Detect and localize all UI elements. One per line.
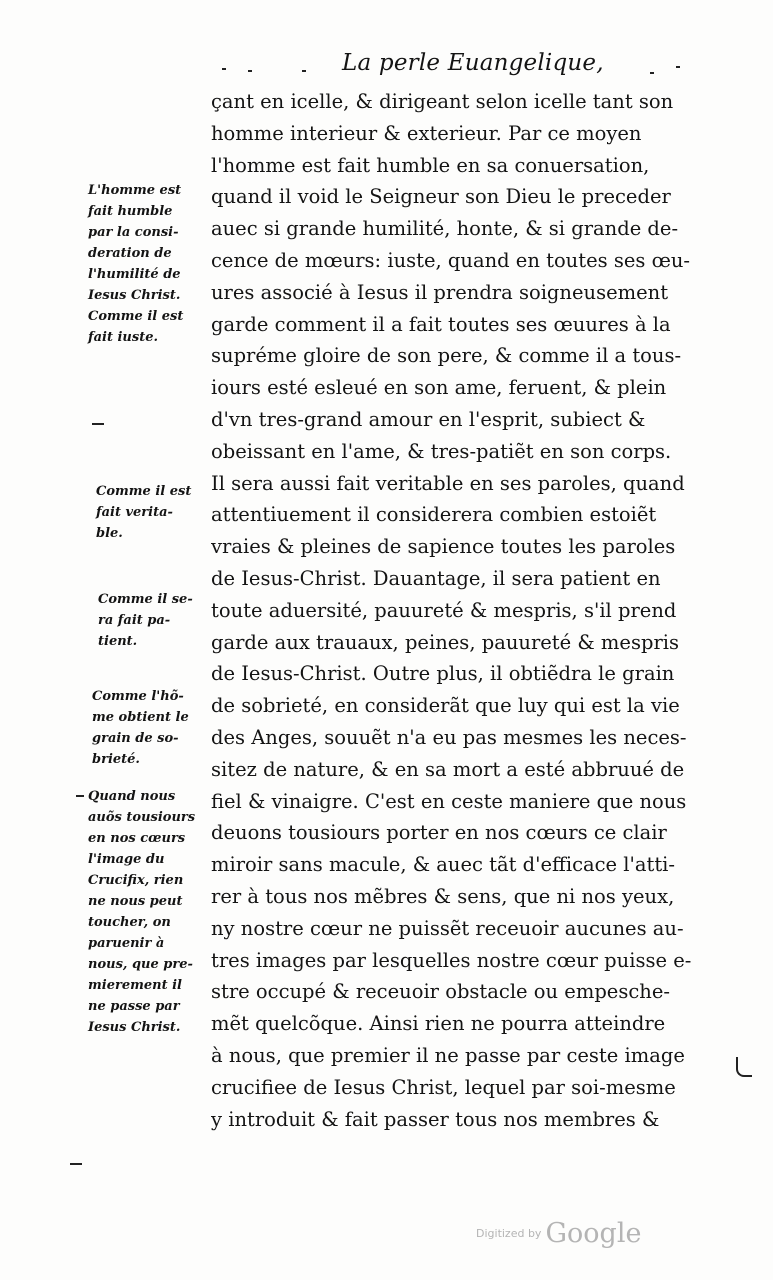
margin-note-line: Quand nous xyxy=(88,789,176,804)
text-line: supréme gloire de son pere, & comme il a tous- xyxy=(211,344,682,368)
text-line: ny nostre cœur ne puissẽt receuoir aucunes au- xyxy=(211,916,684,940)
text-line: d'vn tres-grand amour en l'esprit, subiect & xyxy=(211,407,646,431)
margin-bracket-mark xyxy=(736,1057,752,1077)
margin-note-line: en nos cœurs xyxy=(88,831,186,846)
ink-mark xyxy=(222,68,226,70)
text-line: garde comment il a fait toutes ses œuures à la xyxy=(211,312,671,336)
ink-mark xyxy=(676,66,680,68)
margin-note-line: fait verita- xyxy=(96,505,173,520)
text-line: toute aduersité, pauureté & mespris, s'il prend xyxy=(211,598,677,622)
text-line: de Iesus-Christ. Outre plus, il obtiẽdra le grain xyxy=(211,662,675,686)
margin-note-line: mierement il xyxy=(88,978,182,993)
margin-note-line: fait iuste. xyxy=(88,330,158,345)
margin-note-line: me obtient le xyxy=(92,710,189,725)
margin-note-line: fait humble xyxy=(88,204,173,219)
margin-note-sobriete xyxy=(92,686,189,770)
margin-note-line: Crucifix, rien xyxy=(88,873,184,888)
margin-note-line: Comme l'hõ- xyxy=(92,689,184,704)
margin-note-line: tient. xyxy=(98,634,138,649)
text-line: quand il void le Seigneur son Dieu le preceder xyxy=(211,185,671,209)
text-line: fiel & vinaigre. C'est en ceste maniere que nous xyxy=(211,789,687,813)
margin-note-line: nous, que pre- xyxy=(88,957,193,972)
ink-mark xyxy=(248,70,252,72)
text-line: garde aux trauaux, peines, pauureté & mespris xyxy=(211,630,680,654)
text-line: iours esté esleué en son ame, feruent, & plein xyxy=(211,376,667,400)
margin-note-line: L'homme est xyxy=(88,183,182,198)
margin-note-veritable xyxy=(96,481,191,544)
text-line: l'homme est fait humble en sa conuersation, xyxy=(211,153,650,177)
margin-note-line: ra fait pa- xyxy=(98,613,171,628)
margin-note-line: toucher, on xyxy=(88,915,171,930)
google-logo: Google xyxy=(545,1218,642,1249)
text-line: cence de mœurs: iuste, quand en toutes ses œu- xyxy=(211,248,691,272)
margin-note-line: ne passe par xyxy=(88,999,180,1014)
watermark-prefix: Digitized by xyxy=(476,1227,542,1240)
margin-note-line: par la consi- xyxy=(88,225,179,240)
text-line: vraies & pleines de sapience toutes les paroles xyxy=(211,535,676,559)
text-line: attentiuement il considerera combien estoiẽt xyxy=(211,503,657,527)
margin-note-line: Comme il est xyxy=(96,484,192,499)
ink-mark xyxy=(70,1163,82,1165)
text-line: çant en icelle, & dirigeant selon icelle tant son xyxy=(211,90,674,113)
ink-mark xyxy=(76,795,84,797)
text-line: de Iesus-Christ. Dauantage, il sera patient en xyxy=(211,566,661,590)
margin-note-line: ne nous peut xyxy=(88,894,183,909)
text-line: sitez de nature, & en sa mort a esté abbruué de xyxy=(211,757,685,781)
text-line: miroir sans macule, & auec tãt d'efficace l'atti- xyxy=(211,853,676,877)
margin-note-line: Comme il est xyxy=(88,309,184,324)
margin-note-line: grain de so- xyxy=(92,731,179,746)
margin-note-line: brieté. xyxy=(92,752,140,767)
text-line: homme interieur & exterieur. Par ce moyen xyxy=(211,121,642,145)
text-line: à nous, que premier il ne passe par ceste image xyxy=(211,1043,685,1067)
margin-note-line: Comme il se- xyxy=(98,592,193,607)
text-line: y introduit & fait passer tous nos membres & xyxy=(211,1107,660,1131)
ink-mark xyxy=(650,72,654,74)
margin-note-line: auõs tousiours xyxy=(88,810,196,825)
margin-note-line: l'image du xyxy=(88,852,165,867)
margin-note-patient xyxy=(98,589,193,652)
ink-mark xyxy=(302,70,306,72)
text-line: crucifiee de Iesus Christ, lequel par soi-mesme xyxy=(211,1075,676,1099)
text-line: Il sera aussi fait veritable en ses paroles, quand xyxy=(211,471,685,495)
ink-mark xyxy=(92,423,104,425)
text-line: mẽt quelcõque. Ainsi rien ne pourra atteindre xyxy=(211,1012,666,1036)
text-line: tres images par lesquelles nostre cœur puisse e- xyxy=(211,948,692,972)
text-line: obeissant en l'ame, & tres-patiẽt en son corps. xyxy=(211,439,672,463)
running-header: La perle Euangelique, xyxy=(342,50,604,76)
margin-note-line: Iesus Christ. xyxy=(88,288,181,303)
margin-note-line: ble. xyxy=(96,526,123,541)
text-line: stre occupé & receuoir obstacle ou empesche- xyxy=(211,980,670,1004)
margin-note-line: Iesus Christ. xyxy=(88,1020,181,1035)
margin-note-line: deration de xyxy=(88,246,172,261)
margin-note-humble-juste xyxy=(88,180,183,348)
text-line: auec si grande humilité, honte, & si grande de- xyxy=(211,217,679,241)
text-line: rer à tous nos mẽbres & sens, que ni nos yeux, xyxy=(211,884,675,908)
margin-note-line: l'humilité de xyxy=(88,267,181,282)
text-line: de sobrieté, en considerãt que luy qui est la vie xyxy=(211,694,680,718)
text-line: des Anges, souuẽt n'a eu pas mesmes les neces- xyxy=(211,725,687,749)
text-line: deuons tousiours porter en nos cœurs ce clair xyxy=(211,821,667,845)
margin-note-line: paruenir à xyxy=(88,936,165,951)
text-line: ures associé à Iesus il prendra soigneusement xyxy=(211,280,669,304)
body-text xyxy=(211,86,731,1135)
digitized-by-google-watermark xyxy=(476,1218,641,1249)
margin-note-image-crucifix xyxy=(88,786,195,1038)
